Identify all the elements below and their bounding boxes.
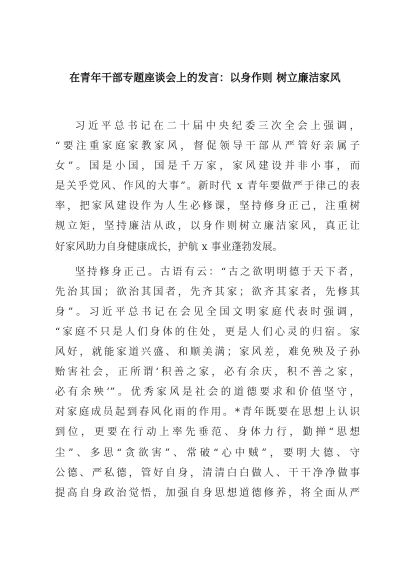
text-line: “要注重家庭家教家风，督促领导干部从严管好亲属子 — [55, 141, 360, 153]
document-body — [55, 117, 360, 504]
text-line: 好家风助力自身健康成长，护航 x 事业蓬勃发展。 — [55, 241, 283, 253]
paragraph-intro — [55, 117, 360, 258]
text-line: 率，把家风建设作为人生必修课，坚持修身正己，注重树 — [55, 201, 360, 213]
text-line: 坚持修身正己。古语有云：“古之欲明明德于天下者， — [75, 266, 360, 278]
text-line: 风好，就能家道兴盛、和顺美满；家风差，难免殃及子孙 — [55, 347, 360, 359]
text-line: 贻害社会，正所谓‘积善之家，必有余庆，积不善之家， — [55, 367, 360, 379]
document-title: 在青年干部专题座谈会上的发言：以身作则 树立廉洁家风 — [69, 72, 341, 84]
text-line: 是关乎党风、作风的大事”。新时代 x 青年要做严于律己的表 — [55, 181, 360, 193]
text-line: 身”。习近平总书记在会见全国文明家庭代表时强调， — [55, 306, 360, 318]
text-line: “家庭不只是人们身体的住处，更是人们心灵的归宿。家 — [55, 326, 360, 338]
text-line: 尘”、多思“贪欲害”、常破“心中贼”，要明大德、守 — [55, 447, 360, 459]
text-line: 规立矩，坚持廉洁从政，以身作则树立廉洁家风，真正让 — [55, 221, 360, 233]
text-line: 到位，更要在行动上率先垂范、身体力行，勤掸“思想 — [55, 427, 360, 439]
text-line: 女”。国是小国，国是千万家，家风建设并非小事，而 — [55, 161, 360, 173]
text-line: 对家庭成员起到春风化雨的作用。*青年既要在思想上认识 — [55, 407, 360, 419]
text-line: 习近平总书记在二十届中央纪委三次全会上强调， — [75, 121, 360, 132]
text-line: 先治其国；欲治其国者，先齐其家；欲齐其家者，先修其 — [55, 286, 360, 298]
text-line: 提高自身政治觉悟，加强自身思想道德修养，将全面从严 — [55, 487, 360, 499]
paragraph-self-cultivation — [55, 263, 360, 504]
text-line: 公德、严私德，管好自身，清清白白做人、干干净净做事 — [55, 467, 360, 479]
text-line: 必有余殃’”。优秀家风是社会的道德要求和价值坚守， — [55, 387, 360, 399]
